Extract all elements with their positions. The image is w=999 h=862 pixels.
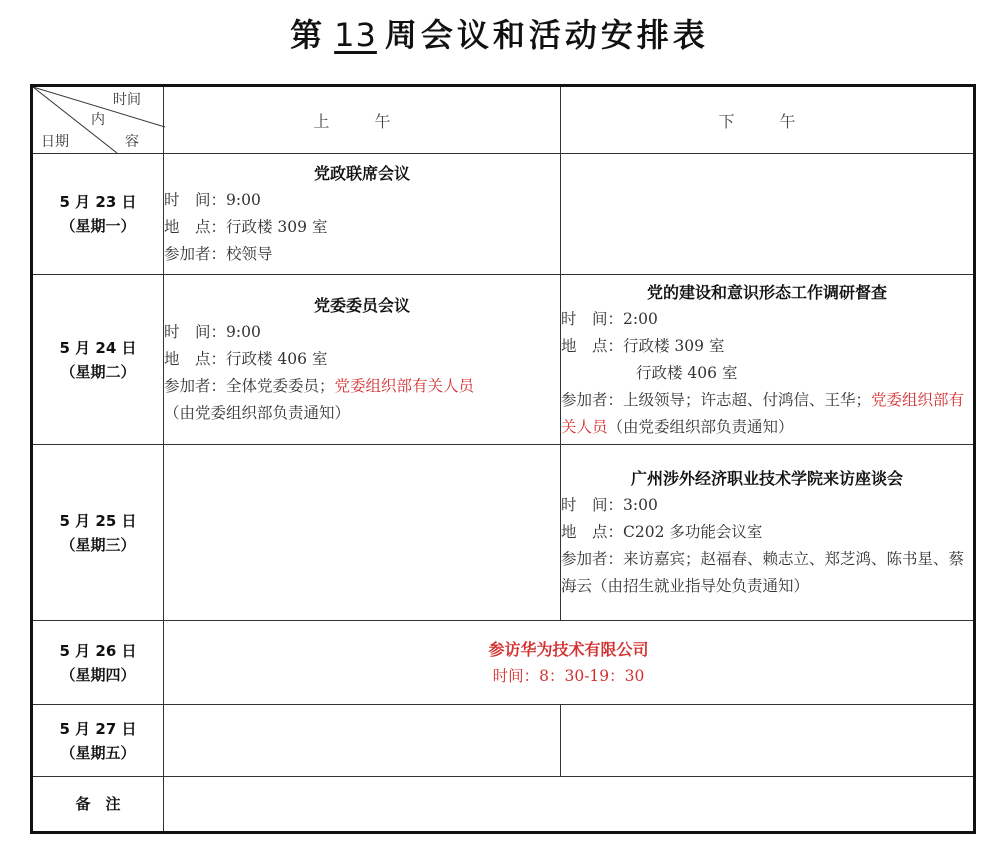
diag-label-time: 时间: [113, 92, 141, 108]
meeting-attendees: [561, 387, 973, 441]
date: 5 月 26 日: [59, 641, 137, 660]
meeting-attendees: [164, 373, 560, 400]
attendees-highlight: 党委组织部有关人员: [561, 390, 965, 436]
meeting-note: （由党委组织部负责通知）: [164, 404, 351, 422]
morning-header: 上 午: [164, 86, 561, 154]
week-number: 13: [334, 16, 377, 54]
meeting-time: 时 间：2:00: [561, 309, 658, 328]
meeting-title: 党的建设和意识形态工作调研督查: [646, 282, 887, 302]
meeting-title: 党委委员会议: [313, 296, 410, 315]
remarks-label: 备 注: [32, 777, 164, 833]
morning-cell: [164, 154, 561, 275]
meeting-title: 广州涉外经济职业技术学院来访座谈会: [630, 469, 903, 488]
meeting-time: 时 间：9:00: [164, 323, 261, 341]
weekday: （星期四）: [60, 665, 136, 684]
meeting-place: 地 点：行政楼 309 室: [164, 218, 328, 236]
diag-label-date: 日期: [41, 134, 69, 150]
header-row: [32, 86, 975, 154]
full-day-cell: [164, 621, 975, 705]
afternoon-cell: [561, 445, 975, 621]
date-cell: [32, 445, 164, 621]
date-cell: [32, 275, 164, 445]
afternoon-cell: [561, 705, 975, 777]
page-title: [0, 10, 999, 56]
morning-cell: [164, 705, 561, 777]
date: 5 月 27 日: [59, 719, 137, 738]
meeting-time: 时 间：3:00: [561, 496, 658, 514]
diag-label-rong: 容: [125, 134, 139, 150]
meeting-attendees: 参加者：来访嘉宾；赵福春、赖志立、郑芝鸿、陈书星、蔡海云（由招生就业指导处负责通知）: [561, 550, 965, 595]
afternoon-cell: [561, 154, 975, 275]
table-row: [32, 275, 975, 445]
date: 5 月 24 日: [59, 338, 137, 357]
afternoon-cell: [561, 275, 975, 445]
table-row: [32, 621, 975, 705]
meeting-attendees: 参加者：校领导: [164, 245, 273, 263]
diagonal-header-cell: [32, 86, 164, 154]
table-row: [32, 445, 975, 621]
meeting-place: 地 点：C202 多功能会议室: [561, 523, 763, 541]
date: 5 月 23 日: [59, 193, 137, 211]
remarks-cell: [164, 777, 975, 833]
date: 5 月 25 日: [59, 511, 137, 530]
date-cell: [32, 621, 164, 705]
date-cell: [32, 705, 164, 777]
meeting-note: （由党委组织部负责通知）: [607, 417, 794, 436]
meeting-title: 党政联席会议: [313, 164, 410, 183]
event-time: 时间：8：30-19：30: [492, 666, 645, 685]
remarks-row: [32, 777, 975, 833]
table-row: [32, 154, 975, 275]
meeting-place-2: 行政楼 406 室: [636, 363, 738, 382]
weekday: （星期五）: [60, 743, 136, 762]
title-prefix: 第: [290, 16, 327, 54]
event-title: 参访华为技术有限公司: [488, 639, 649, 659]
schedule-table: [30, 84, 976, 834]
morning-cell: [164, 445, 561, 621]
diag-label-nei: 内: [91, 112, 105, 128]
attendees-text: 参加者：上级领导；许志超、付鸿信、王华；: [561, 390, 872, 409]
morning-cell: [164, 275, 561, 445]
weekday: （星期三）: [60, 535, 136, 554]
meeting-place: 地 点：行政楼 309 室: [561, 336, 725, 355]
title-suffix: 周会议和活动安排表: [384, 16, 709, 54]
afternoon-header: 下 午: [561, 86, 975, 154]
attendees-highlight: 党委组织部有关人员: [334, 377, 475, 395]
attendees-text: 参加者：全体党委委员；: [164, 377, 335, 395]
weekday: （星期二）: [60, 362, 136, 381]
meeting-place: 地 点：行政楼 406 室: [164, 350, 328, 368]
weekday: （星期一）: [60, 217, 136, 235]
meeting-time: 时 间：9:00: [164, 191, 261, 209]
date-cell: [32, 154, 164, 275]
table-row: [32, 705, 975, 777]
